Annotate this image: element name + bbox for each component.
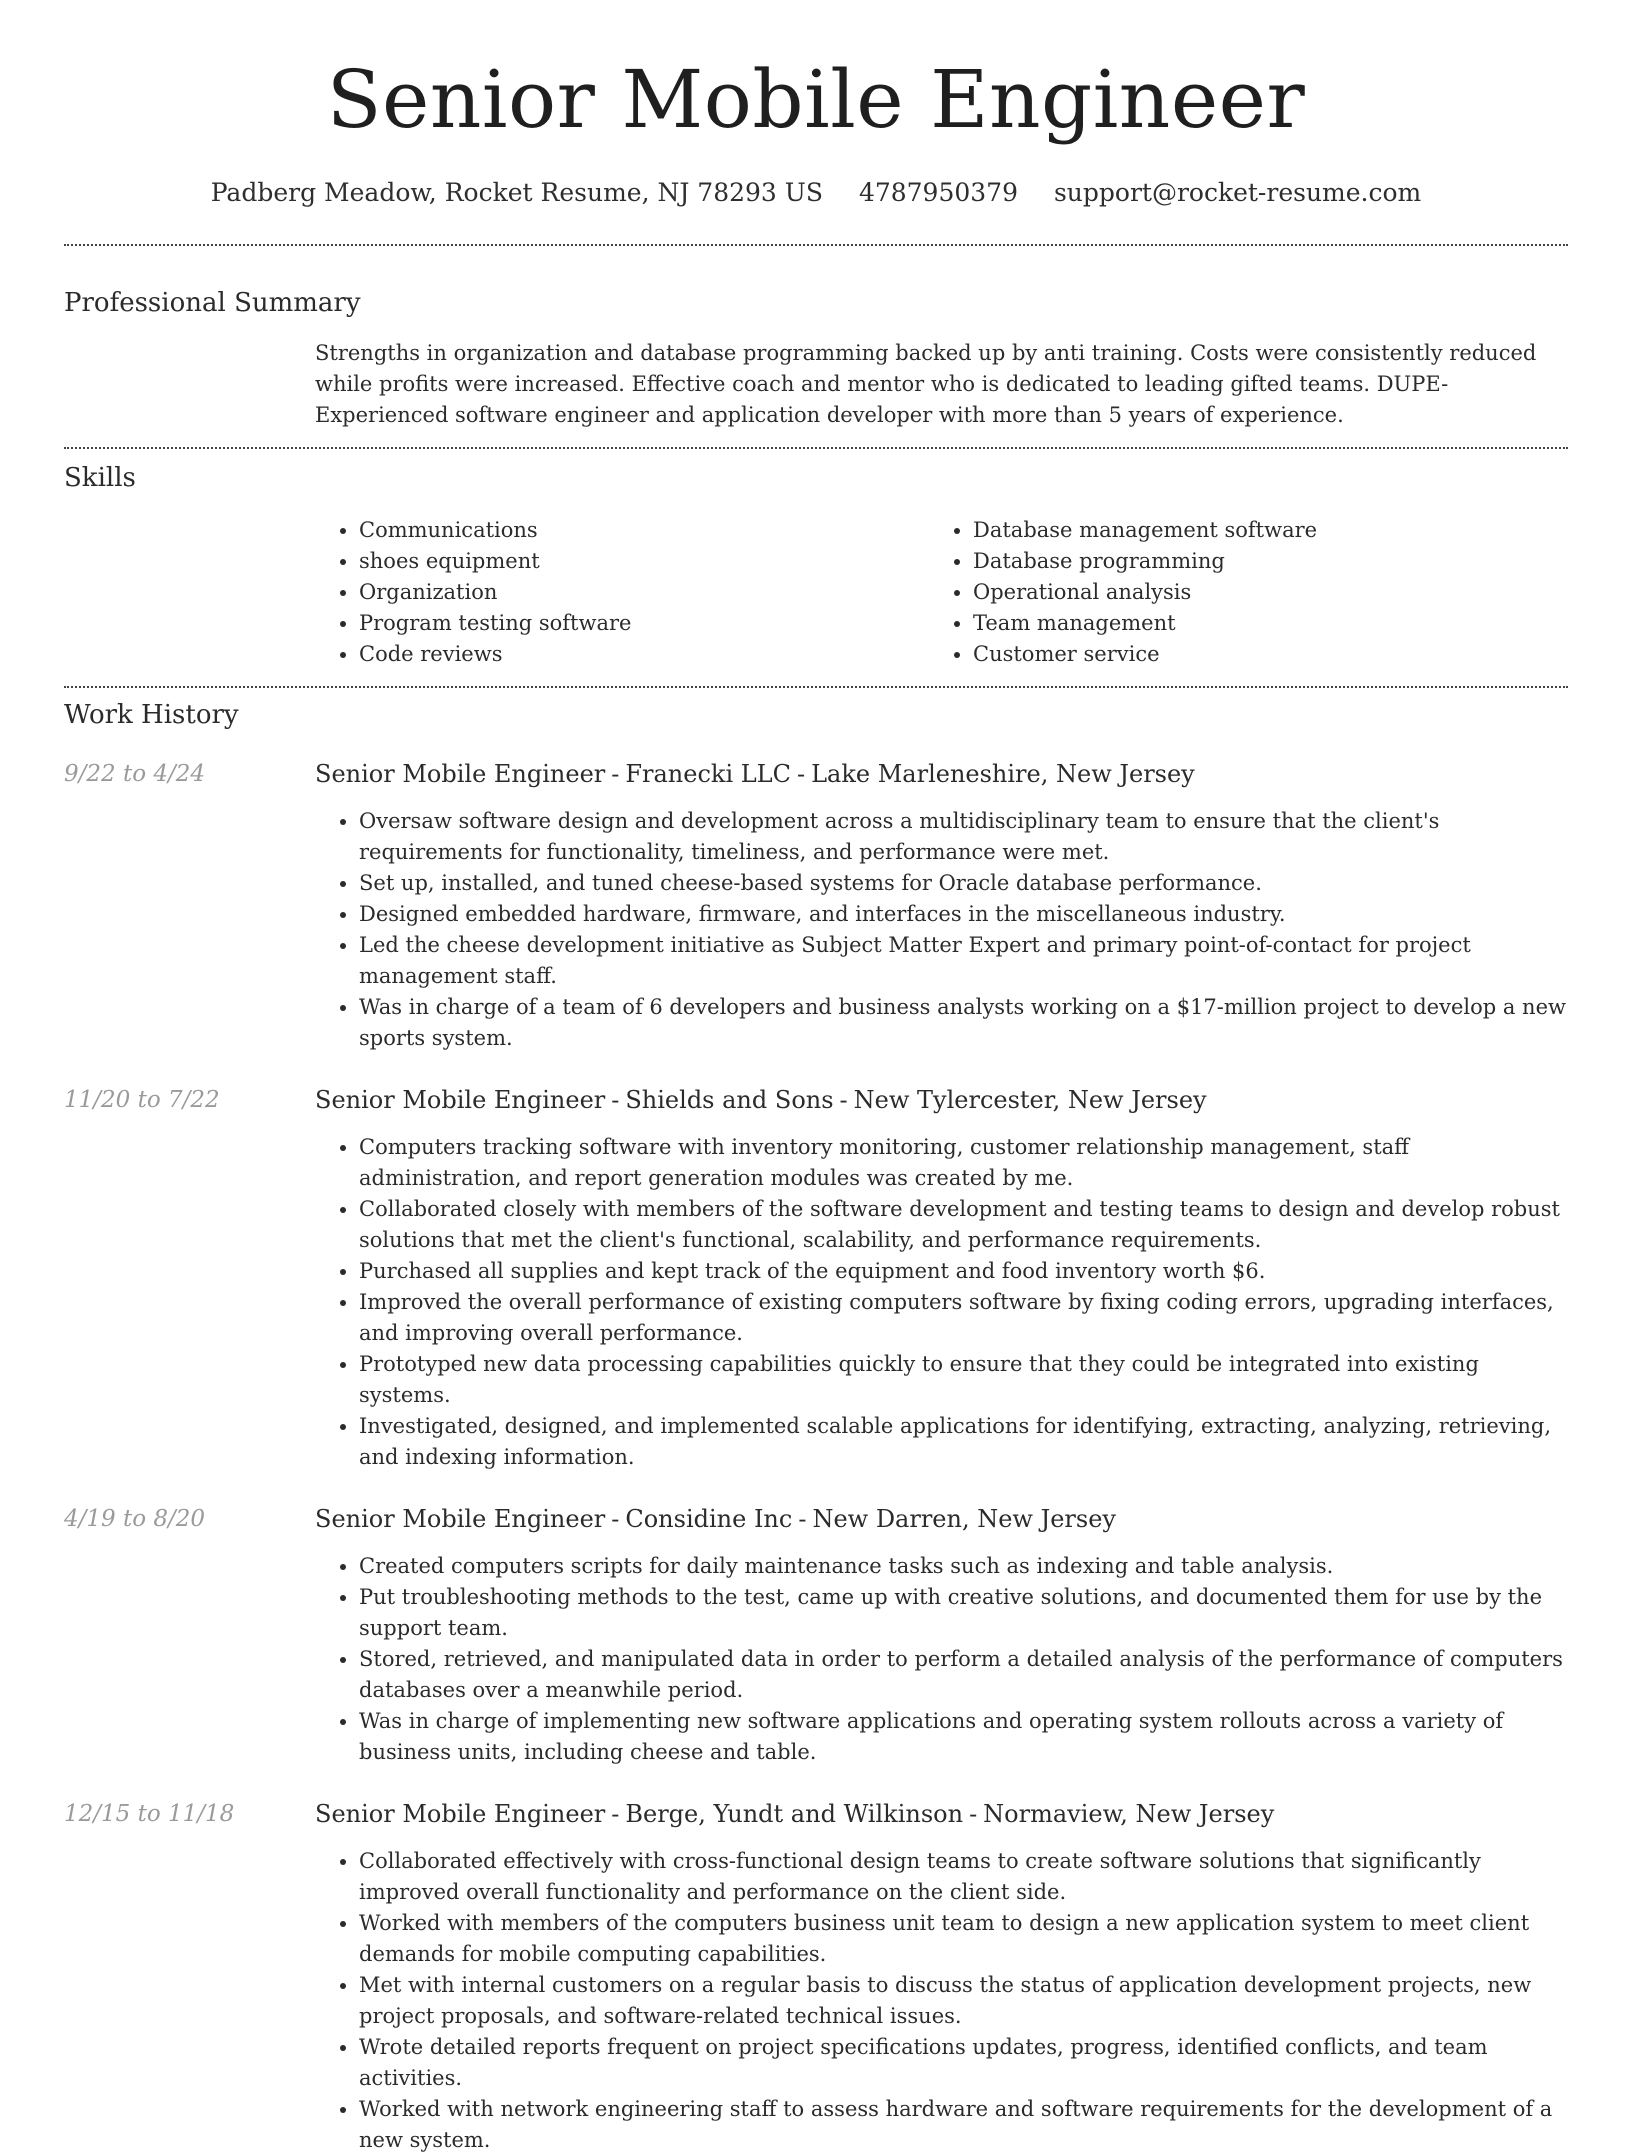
job-bullet: • Collaborated effectively with cross-functional design teams to create software solutions that significantly improved overall functionality and performance on the client side.	[359, 1846, 1568, 1908]
job-bullet: • Put troubleshooting methods to the test, came up with creative solutions, and documented them for use by the support team.	[359, 1582, 1568, 1644]
section-divider	[64, 447, 1568, 449]
job-bullets	[315, 1132, 1568, 1473]
job-bullet: • Was in charge of a team of 6 developers and business analysts working on a $17-million project to develop a new sports system.	[359, 992, 1568, 1054]
job-title: Senior Mobile Engineer	[315, 1086, 606, 1114]
section-divider	[64, 244, 1568, 246]
skills-column-left	[315, 515, 929, 670]
job-bullets	[315, 1551, 1568, 1768]
job-title: Senior Mobile Engineer	[315, 1800, 606, 1828]
job-bullet: • Set up, installed, and tuned cheese-based systems for Oracle database performance.	[359, 868, 1568, 899]
skill-item: • Code reviews	[359, 639, 929, 670]
job-entry	[64, 1084, 1568, 1473]
job-bullets	[315, 1846, 1568, 2156]
contact-phone: 4787950379	[858, 178, 1018, 207]
job-title: Senior Mobile Engineer	[315, 760, 606, 788]
job-bullet: • Improved the overall performance of existing computers software by fixing coding errors, upgrading interfaces, and improving overall performance.	[359, 1287, 1568, 1349]
job-dates: 9/22 to 4/24	[64, 761, 206, 787]
section-divider	[64, 686, 1568, 688]
job-entry	[64, 758, 1568, 1054]
skill-item: • Database management software	[973, 515, 1543, 546]
contact-email: support@rocket-resume.com	[1053, 178, 1422, 207]
job-bullet: • Worked with network engineering staff to assess hardware and software requirements for the development of a new system.	[359, 2094, 1568, 2156]
job-bullet: • Oversaw software design and development across a multidisciplinary team to ensure that the client's requirements for functionality, timeliness, and performance were met.	[359, 806, 1568, 868]
job-bullet: • Stored, retrieved, and manipulated data in order to perform a detailed analysis of the performance of computers databases over a meanwhile period.	[359, 1644, 1568, 1706]
job-company: Franecki LLC	[625, 760, 791, 788]
job-bullet: • Met with internal customers on a regular basis to discuss the status of application development projects, new project proposals, and software-related technical issues.	[359, 1970, 1568, 2032]
job-bullet: • Prototyped new data processing capabilities quickly to ensure that they could be integrated into existing systems.	[359, 1349, 1568, 1411]
skill-item: • Database programming	[973, 546, 1543, 577]
job-heading: Senior Mobile Engineer - Shields and Sons - New Tylercester, New Jersey	[315, 1086, 1207, 1114]
job-bullet: • Investigated, designed, and implemented scalable applications for identifying, extracting, analyzing, retrieving, and indexing information.	[359, 1411, 1568, 1473]
job-location: New Darren, New Jersey	[812, 1505, 1116, 1533]
job-dates: 11/20 to 7/22	[64, 1087, 220, 1113]
skill-item: • Organization	[359, 577, 929, 608]
contact-address: Padberg Meadow, Rocket Resume, NJ 78293 US	[210, 178, 823, 207]
job-heading: Senior Mobile Engineer - Franecki LLC - Lake Marleneshire, New Jersey	[315, 760, 1195, 788]
job-heading: Senior Mobile Engineer - Considine Inc - New Darren, New Jersey	[315, 1505, 1116, 1533]
job-bullet: • Worked with members of the computers business unit team to design a new application system to meet client demands for mobile computing capabilities.	[359, 1908, 1568, 1970]
job-bullet: • Purchased all supplies and kept track of the equipment and food inventory worth $6.	[359, 1256, 1568, 1287]
summary-heading: Professional Summary	[64, 288, 361, 318]
job-location: Normaview, New Jersey	[983, 1800, 1275, 1828]
skill-item: • Operational analysis	[973, 577, 1543, 608]
job-company: Shields and Sons	[625, 1086, 834, 1114]
skill-item: • Customer service	[973, 639, 1543, 670]
work-history-heading: Work History	[64, 700, 239, 730]
resume-title: Senior Mobile Engineer	[326, 53, 1306, 146]
job-bullet: • Was in charge of implementing new software applications and operating system rollouts across a variety of business units, including cheese and table.	[359, 1706, 1568, 1768]
job-bullet: • Designed embedded hardware, firmware, and interfaces in the miscellaneous industry.	[359, 899, 1568, 930]
job-bullet: • Led the cheese development initiative as Subject Matter Expert and primary point-of-contact for project management staff.	[359, 930, 1568, 992]
contact-line	[64, 176, 1568, 210]
job-dates: 4/19 to 8/20	[64, 1506, 206, 1532]
skill-item: • Program testing software	[359, 608, 929, 639]
job-heading: Senior Mobile Engineer - Berge, Yundt and Wilkinson - Normaview, New Jersey	[315, 1800, 1275, 1828]
job-company: Berge, Yundt and Wilkinson	[625, 1800, 964, 1828]
job-bullets	[315, 806, 1568, 1054]
job-title: Senior Mobile Engineer	[315, 1505, 606, 1533]
skill-item: • Communications	[359, 515, 929, 546]
summary-text: Strengths in organization and database programming backed up by anti training. Costs were consistently reduced while profits were increased. Effective coach and mentor who is dedicated to leading gifted teams. DUPE- Experienced software engineer and application developer with more than 5 years of experience.	[315, 341, 1537, 427]
skill-item: • Team management	[973, 608, 1543, 639]
job-bullet: • Wrote detailed reports frequent on project specifications updates, progress, identified conflicts, and team activities.	[359, 2032, 1568, 2094]
skills-list	[315, 515, 1568, 670]
job-location: Lake Marleneshire, New Jersey	[811, 760, 1195, 788]
skills-heading: Skills	[64, 463, 136, 493]
skill-item: • shoes equipment	[359, 546, 929, 577]
job-entry	[64, 1503, 1568, 1768]
job-bullet: • Collaborated closely with members of the software development and testing teams to design and develop robust solutions that met the client's functional, scalability, and performance requirements.	[359, 1194, 1568, 1256]
job-entry	[64, 1798, 1568, 2156]
skills-column-right	[929, 515, 1543, 670]
job-bullet: • Created computers scripts for daily maintenance tasks such as indexing and table analysis.	[359, 1551, 1568, 1582]
job-location: New Tylercester, New Jersey	[853, 1086, 1207, 1114]
job-company: Considine Inc	[625, 1505, 793, 1533]
job-bullet: • Computers tracking software with inventory monitoring, customer relationship management, staff administration, and report generation modules was created by me.	[359, 1132, 1568, 1194]
job-dates: 12/15 to 11/18	[64, 1801, 235, 1827]
